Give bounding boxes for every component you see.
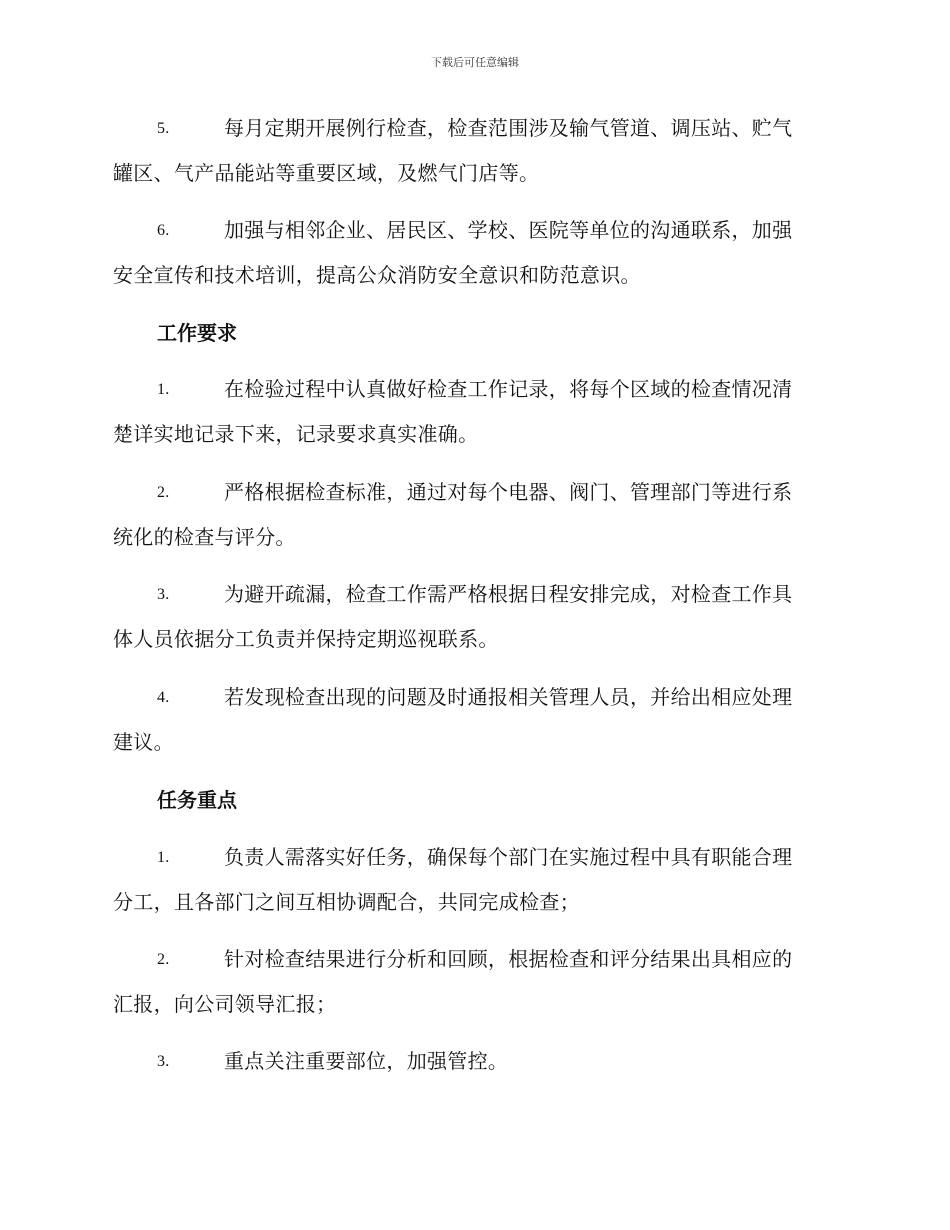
item-text: 分工，且各部门之间互相协调配合，共同完成检查； — [113, 890, 580, 914]
item-text: 汇报，向公司领导汇报； — [113, 992, 337, 1016]
item-text: 体人员依据分工负责并保持定期巡视联系。 — [113, 627, 499, 651]
item-text: 楚详实地记录下来，记录要求真实准确。 — [113, 422, 479, 446]
item-text: 在检验过程中认真做好检查工作记录，将每个区域的检查情况清 — [224, 377, 793, 401]
list-item — [113, 937, 835, 1027]
section-heading: 工作要求 — [157, 321, 237, 345]
page-header: 下载后可任意编辑 — [431, 56, 519, 69]
list-item — [113, 572, 835, 662]
item-number: 1. — [157, 381, 170, 398]
item-text: 负责人需落实好任务，确保每个部门在实施过程中具有职能合理 — [224, 845, 793, 869]
item-text: 加强与相邻企业、居民区、学校、医院等单位的沟通联系，加强 — [224, 218, 793, 242]
list-item — [113, 367, 835, 457]
list-item — [113, 835, 835, 925]
item-text: 重点关注重要部位，加强管控。 — [224, 1049, 509, 1073]
item-number: 5. — [157, 120, 170, 137]
list-item — [113, 675, 835, 765]
item-text: 针对检查结果进行分析和回顾，根据检查和评分结果出具相应的 — [224, 947, 793, 971]
item-number: 1. — [157, 849, 170, 866]
item-text: 统化的检查与评分。 — [113, 525, 296, 549]
item-number: 6. — [157, 222, 170, 239]
item-text: 每月定期开展例行检查，检查范围涉及输气管道、调压站、贮气 — [224, 116, 793, 140]
list-item — [113, 1039, 835, 1084]
item-number: 3. — [157, 586, 170, 603]
item-number: 2. — [157, 951, 170, 968]
list-item — [113, 208, 835, 298]
item-number: 2. — [157, 484, 170, 501]
list-item — [113, 470, 835, 560]
item-text: 为避开疏漏，检查工作需严格根据日程安排完成，对检查工作具 — [224, 582, 793, 606]
item-text: 严格根据检查标准，通过对每个电器、阀门、管理部门等进行系 — [224, 480, 793, 504]
item-number: 3. — [157, 1053, 170, 1070]
item-number: 4. — [157, 689, 170, 706]
list-item — [113, 106, 835, 196]
item-text: 若发现检查出现的问题及时通报相关管理人员，并给出相应处理 — [224, 685, 793, 709]
section-heading: 任务重点 — [157, 788, 237, 812]
item-text: 建议。 — [113, 730, 174, 754]
item-text: 罐区、气产品能站等重要区域，及燃气门店等。 — [113, 161, 540, 185]
item-text: 安全宣传和技术培训，提高公众消防安全意识和防范意识。 — [113, 263, 641, 287]
